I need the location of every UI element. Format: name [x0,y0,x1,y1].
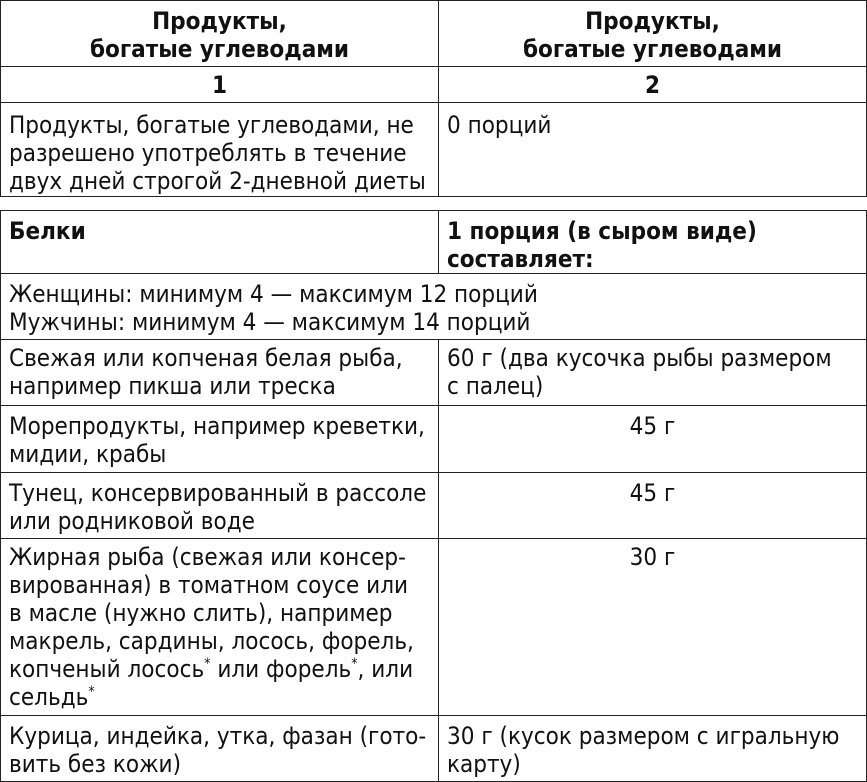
footnote-mark: * [88,684,95,700]
text-line: сельдь [9,683,89,711]
header-line: Продукты, [152,7,287,35]
portion-text: 0 порций [447,111,552,139]
header-cell-1 [1,1,439,67]
product-cell [1,340,439,406]
text-line: 60 г (два кусочка рыбы размером [447,344,832,372]
header-line: богатые углеводами [89,35,350,63]
header-line: богатые углеводами [522,35,783,63]
text-line: или родниковой воде [9,507,255,535]
text-line: , или [357,655,414,683]
footnote-mark: * [204,656,211,672]
header-cell-left [1,211,439,274]
column-number-text: 1 [211,71,228,99]
text-line: Курица, индейка, утка, фазан (гото- [9,722,427,750]
text-line: 30 г (кусок размером с игральную [447,722,840,750]
product-cell [1,716,439,782]
column-number-text: 2 [644,71,661,99]
text-line: мидии, крабы [9,440,167,468]
portion-cell [439,406,867,473]
portion-text: 45 г [629,412,676,440]
portion-cell [439,340,867,406]
portion-text: 30 г [629,543,676,571]
product-cell [1,473,439,539]
text-line: в масле (нужно слить), например [9,599,393,627]
product-cell [1,539,439,716]
portion-cell [439,103,867,197]
column-number-1 [1,67,439,103]
text-line: Тунец, консервированный в рассоле [9,479,427,507]
text-line: с палец) [447,372,544,400]
header-cell-right [439,211,867,274]
product-cell [1,103,439,197]
text-line: вить без кожи) [9,750,182,778]
portion-text: 45 г [629,479,676,507]
portion-cell [439,473,867,539]
text-line: Продукты, богатые углеводами, не [9,111,414,139]
text-line: двух дней строгой 2-дневной диеты [9,167,426,195]
text-line: например пикша или треска [9,372,336,400]
header-line: составляет: [447,245,594,273]
header-cell-2 [439,1,867,67]
text-line: Жирная рыба (свежая или консер- [9,543,406,571]
limits-cell [1,274,867,340]
carbohydrates-table [0,0,867,197]
header-line: Продукты, [585,7,720,35]
text-line: вированная) в томатном соусе или [9,571,409,599]
text-line: копченый лосось [9,655,205,683]
text-line: макрель, сардины, лосось, форель, [9,627,414,655]
limit-men: Мужчины: минимум 4 — максимум 14 порций [9,308,531,336]
text-line: Свежая или копченая белая рыба, [9,344,403,372]
proteins-table [0,210,867,782]
column-number-2 [439,67,867,103]
text-line: или форель [210,655,352,683]
portion-cell [439,539,867,716]
header-line: 1 порция (в сыром виде) [447,217,757,245]
portion-cell [439,716,867,782]
header-text: Белки [9,217,86,245]
text-line: карту) [447,750,521,778]
text-line: разрешено употреблять в течение [9,139,407,167]
product-cell [1,406,439,473]
limit-women: Женщины: минимум 4 — максимум 12 порций [9,280,538,308]
text-line: Морепродукты, например креветки, [9,412,425,440]
footnote-mark: * [351,656,358,672]
